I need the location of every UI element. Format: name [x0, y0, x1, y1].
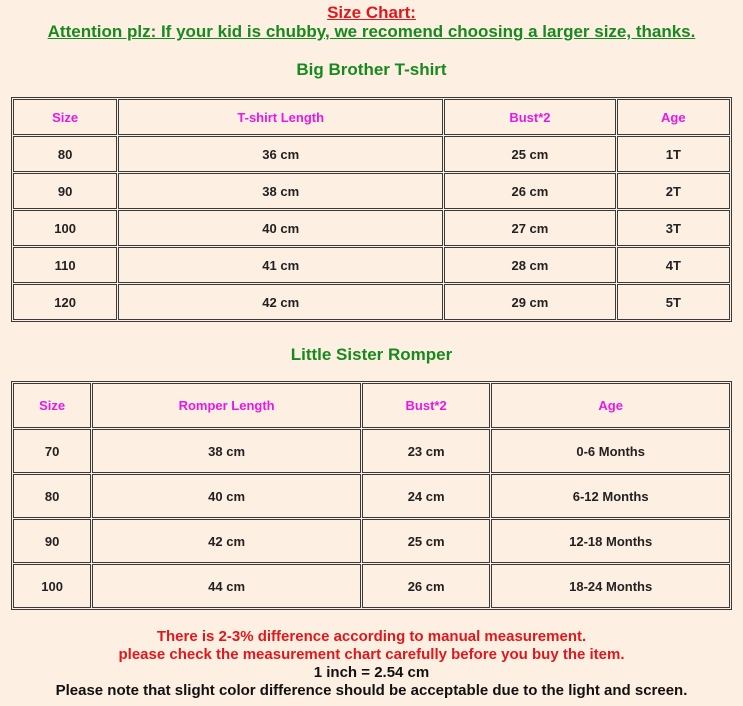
size-cell: 110 — [13, 247, 117, 283]
table-row — [13, 429, 730, 473]
length-cell: 36 cm — [118, 136, 443, 172]
age-cell: 3T — [617, 210, 730, 246]
age-cell: 18-24 Months — [491, 564, 730, 608]
table-row — [13, 284, 730, 320]
little-sister-romper-title: Little Sister Romper — [290, 345, 453, 364]
header-cell: T-shirt Length — [118, 99, 443, 135]
table-row — [13, 519, 730, 563]
table-row — [13, 173, 730, 209]
size-cell: 120 — [13, 284, 117, 320]
big-brother-tshirt-title: Big Brother T-shirt — [296, 60, 447, 79]
inch-conversion-note: 1 inch = 2.54 cm — [313, 664, 430, 681]
age-cell: 2T — [617, 173, 730, 209]
table-row — [13, 136, 730, 172]
bust-cell: 28 cm — [444, 247, 615, 283]
size-cell: 90 — [13, 519, 91, 563]
length-cell: 40 cm — [118, 210, 443, 246]
attention-notice: Attention plz: If your kid is chubby, we recomend choosing a larger size, thanks. — [47, 22, 696, 41]
age-cell: 1T — [617, 136, 730, 172]
bust-cell: 27 cm — [444, 210, 615, 246]
size-cell: 70 — [13, 429, 91, 473]
header-cell: Size — [13, 99, 117, 135]
length-cell: 38 cm — [92, 429, 361, 473]
length-cell: 44 cm — [92, 564, 361, 608]
table-row — [13, 564, 730, 608]
big-brother-size-table — [11, 97, 732, 322]
length-cell: 42 cm — [118, 284, 443, 320]
length-cell: 41 cm — [118, 247, 443, 283]
bust-cell: 25 cm — [444, 136, 615, 172]
bust-cell: 25 cm — [362, 519, 490, 563]
length-cell: 40 cm — [92, 474, 361, 518]
age-cell: 12-18 Months — [491, 519, 730, 563]
header-cell: Romper Length — [92, 383, 361, 428]
bust-cell: 26 cm — [362, 564, 490, 608]
length-cell: 38 cm — [118, 173, 443, 209]
header-cell: Size — [13, 383, 91, 428]
little-sister-size-table — [11, 381, 732, 610]
size-cell: 100 — [13, 210, 117, 246]
age-cell: 4T — [617, 247, 730, 283]
bust-cell: 23 cm — [362, 429, 490, 473]
measurement-difference-note: There is 2-3% difference according to manual measurement. — [156, 628, 587, 645]
size-cell: 100 — [13, 564, 91, 608]
size-cell: 80 — [13, 474, 91, 518]
table-header-row — [13, 383, 730, 428]
check-chart-note: please check the measurement chart carefully before you buy the item. — [118, 646, 625, 663]
size-chart-title: Size Chart: — [327, 3, 416, 22]
size-cell: 90 — [13, 173, 117, 209]
table-row — [13, 247, 730, 283]
table-row — [13, 210, 730, 246]
header-cell: Bust*2 — [362, 383, 490, 428]
bust-cell: 24 cm — [362, 474, 490, 518]
header-cell: Age — [617, 99, 730, 135]
table-header-row — [13, 99, 730, 135]
age-cell: 5T — [617, 284, 730, 320]
bust-cell: 26 cm — [444, 173, 615, 209]
color-difference-note: Please note that slight color difference should be acceptable due to the light and screen. — [55, 682, 688, 699]
size-cell: 80 — [13, 136, 117, 172]
header-cell: Bust*2 — [444, 99, 615, 135]
bust-cell: 29 cm — [444, 284, 615, 320]
age-cell: 6-12 Months — [491, 474, 730, 518]
table-row — [13, 474, 730, 518]
age-cell: 0-6 Months — [491, 429, 730, 473]
length-cell: 42 cm — [92, 519, 361, 563]
header-cell: Age — [491, 383, 730, 428]
